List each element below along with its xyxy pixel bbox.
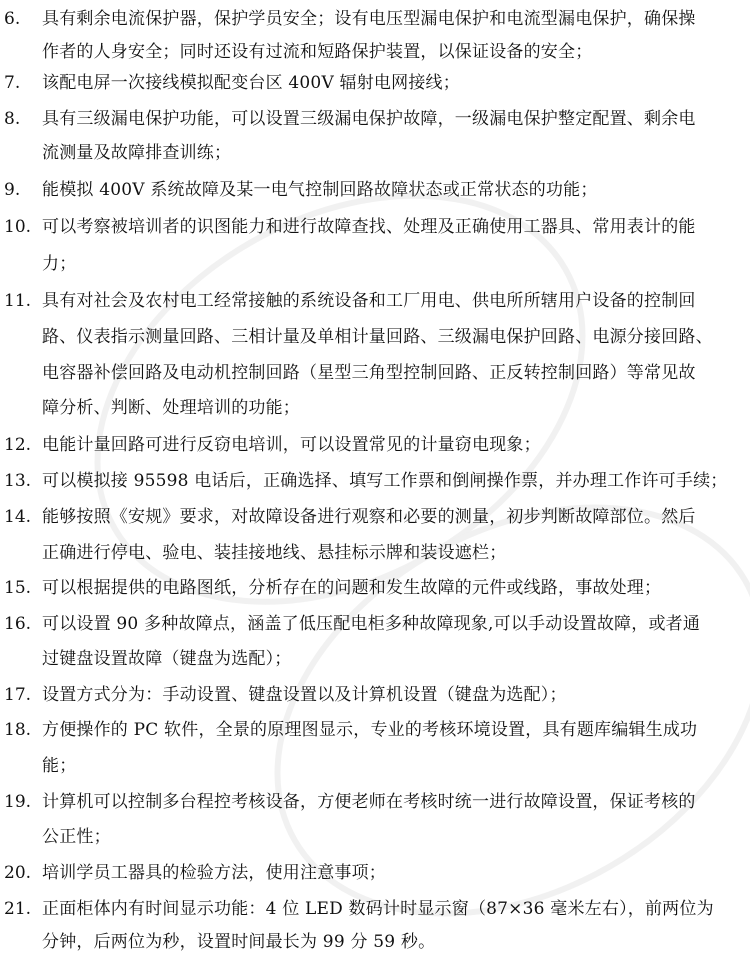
item-line: 具有剩余电流保护器，保护学员安全；设有电压型漏电保护和电流型漏电保护，确保操 (42, 9, 696, 29)
item-number: 15. (4, 578, 32, 598)
item-line: 设置方式分为：手动设置、键盘设置以及计算机设置（键盘为选配）； (42, 685, 567, 705)
item-line: 作者的人身安全；同时还设有过流和短路保护装置，以保证设备的安全； (42, 42, 593, 62)
item-line: 障分析、判断、处理培训的功能； (42, 398, 300, 418)
item-number: 9. (4, 180, 21, 200)
item-line: 能； (42, 756, 77, 776)
item-line: 可以模拟接 95598 电话后，正确选择、填写工作票和倒闸操作票，并办理工作许可手续； (42, 471, 728, 491)
item-number: 8. (4, 109, 21, 129)
item-number: 18. (4, 720, 32, 740)
item-number: 11. (4, 291, 32, 311)
item-line: 分钟，后两位为秒，设置时间最长为 99 分 59 秒。 (42, 932, 436, 952)
item-line: 培训学员工器具的检验方法，使用注意事项； (42, 863, 386, 883)
item-line: 力； (42, 254, 77, 274)
item-number: 16. (4, 614, 32, 634)
item-number: 17. (4, 685, 32, 705)
item-number: 6. (4, 9, 21, 29)
item-line: 公正性； (42, 827, 111, 847)
item-line: 具有三级漏电保护功能，可以设置三级漏电保护故障，一级漏电保护整定配置、剩余电 (42, 109, 696, 129)
item-line: 电能计量回路可进行反窃电培训，可以设置常见的计量窃电现象； (42, 435, 541, 455)
item-number: 10. (4, 217, 32, 237)
item-line: 流测量及故障排查训练； (42, 143, 232, 163)
item-number: 7. (4, 73, 21, 93)
item-line: 正面柜体内有时间显示功能：4 位 LED 数码计时显示窗（87×36 毫米左右），前两位为 (42, 899, 714, 919)
item-line: 过键盘设置故障（键盘为选配）； (42, 649, 292, 669)
item-line: 该配电屏一次接线模拟配变台区 400V 辐射电网接线； (42, 73, 460, 93)
item-number: 21. (4, 899, 32, 919)
item-line: 方便操作的 PC 软件，全景的原理图显示，专业的考核环境设置，具有题库编辑生成功 (42, 720, 698, 740)
item-line: 路、仪表指示测量回路、三相计量及单相计量回路、三级漏电保护回路、电源分接回路、 (42, 327, 713, 347)
item-line: 能模拟 400V 系统故障及某一电气控制回路故障状态或正常状态的功能； (42, 180, 598, 200)
item-line: 可以根据提供的电路图纸，分析存在的问题和发生故障的元件或线路，事故处理； (42, 578, 662, 598)
item-number: 20. (4, 863, 32, 883)
item-number: 14. (4, 507, 32, 527)
item-line: 计算机可以控制多台程控考核设备，方便老师在考核时统一进行故障设置，保证考核的 (42, 792, 696, 812)
item-line: 可以考察被培训者的识图能力和进行故障查找、处理及正确使用工器具、常用表计的能 (42, 217, 696, 237)
item-line: 电容器补偿回路及电动机控制回路（星型三角型控制回路、正反转控制回路）等常见故 (42, 363, 696, 383)
item-line: 可以设置 90 多种故障点，涵盖了低压配电柜多种故障现象,可以手动设置故障，或者通 (42, 614, 701, 634)
item-number: 13. (4, 471, 32, 491)
item-line: 能够按照《安规》要求，对故障设备进行观察和必要的测量，初步判断故障部位。然后 (42, 507, 696, 527)
item-number: 12. (4, 435, 32, 455)
item-line: 具有对社会及农村电工经常接触的系统设备和工厂用电、供电所所辖用户设备的控制回 (42, 291, 696, 311)
item-number: 19. (4, 792, 32, 812)
item-line: 正确进行停电、验电、装挂接地线、悬挂标示牌和装设遮栏； (42, 543, 507, 563)
